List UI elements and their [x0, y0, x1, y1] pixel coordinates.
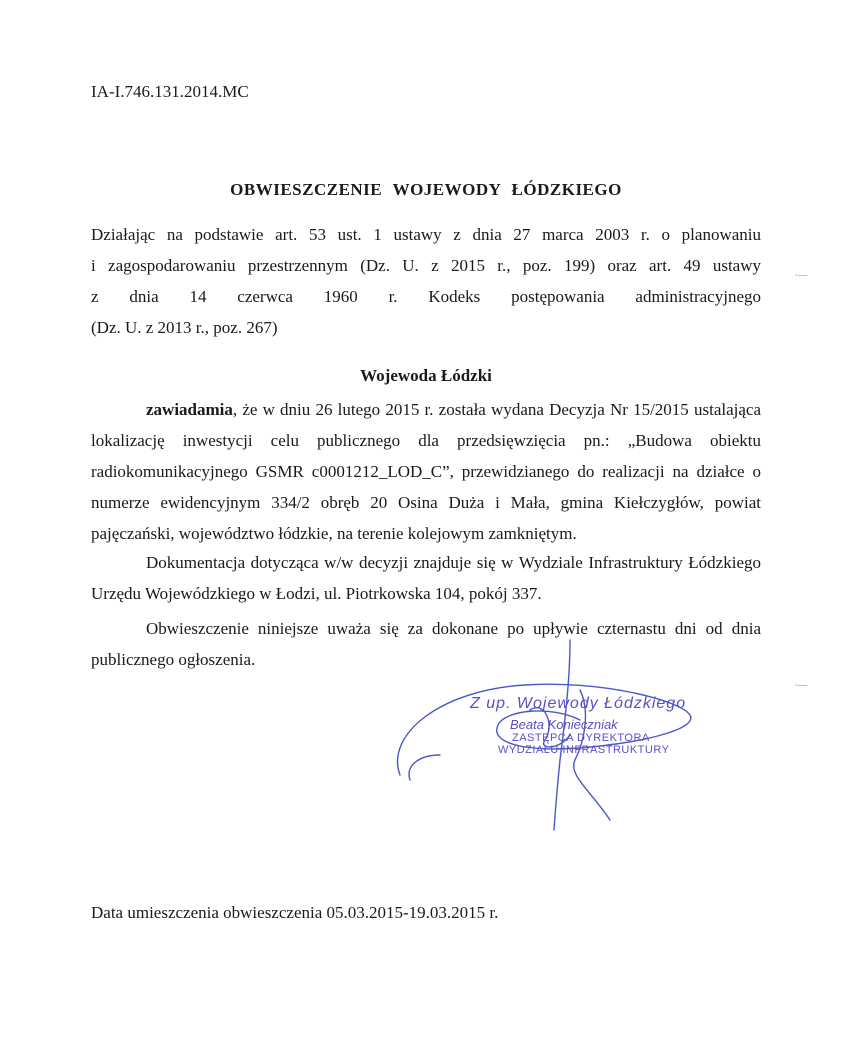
intro-line-1: Działając na podstawie art. 53 ust. 1 ustawy z dnia 27 marca 2003 r. o planowaniu	[91, 225, 761, 244]
stamp-signatory-name: Beata Konieczniak	[510, 717, 618, 732]
documentation-paragraph: Dokumentacja dotycząca w/w decyzji znajduje się w Wydziale Infrastruktury Łódzkiego Urzędu Wojewódzkiego w Łodzi, ul. Piotrkowska 104, pokój 337.	[91, 553, 761, 603]
intro-line-4: (Dz. U. z 2013 r., poz. 267)	[91, 318, 278, 337]
intro-paragraph	[91, 219, 761, 343]
stamp-authority-line: Z up. Wojewody Łódzkiego	[470, 695, 687, 712]
final-note-paragraph: Obwieszczenie niniejsze uważa się za dokonane po upływie czternastu dni od dnia publicznego ogłoszenia.	[91, 619, 761, 669]
stamp-position: ZASTĘPCA DYREKTORA	[512, 732, 650, 744]
section-heading-wojewoda: Wojewoda Łódzki	[360, 366, 492, 385]
intro-line-2: i zagospodarowaniu przestrzennym (Dz. U. z 2015 r., poz. 199) oraz art. 49 ustawy	[91, 256, 761, 275]
scan-mark-top: ·—	[795, 270, 807, 280]
scan-mark-bottom: ·—	[795, 680, 807, 690]
main-text: , że w dniu 26 lutego 2015 r. została wydana Decyzja Nr 15/2015 ustalająca lokalizację inwestycji celu publicznego dla przedsięwzięcia pn.: „Budowa obiektu radiokomunikacyjnego GSMR c0001212_LOD_C”, przewidzianego do realizacji na działce o numerze ewidencyjnym 334/2 obręb 20 Osina Duża i Mała, gmina Kiełczygłów, powiat pajęczański, województwo łódzkie, na terenie kolejowym zamkniętym.	[91, 400, 761, 543]
main-paragraph	[91, 394, 761, 549]
document-reference-number: IA-I.746.131.2014.MC	[91, 82, 249, 101]
signature-lead-stroke	[409, 755, 440, 780]
official-stamp	[470, 695, 730, 756]
main-lead-word: zawiadamia	[146, 400, 233, 419]
publication-date-footer: Data umieszczenia obwieszczenia 05.03.2015-19.03.2015 r.	[91, 903, 499, 922]
intro-line-3: z dnia 14 czerwca 1960 r. Kodeks postępowania administracyjnego	[91, 287, 761, 306]
stamp-department: WYDZIAŁU INFRASTRUKTURY	[498, 744, 670, 756]
document-title: OBWIESZCZENIE WOJEWODY ŁÓDZKIEGO	[230, 180, 622, 199]
